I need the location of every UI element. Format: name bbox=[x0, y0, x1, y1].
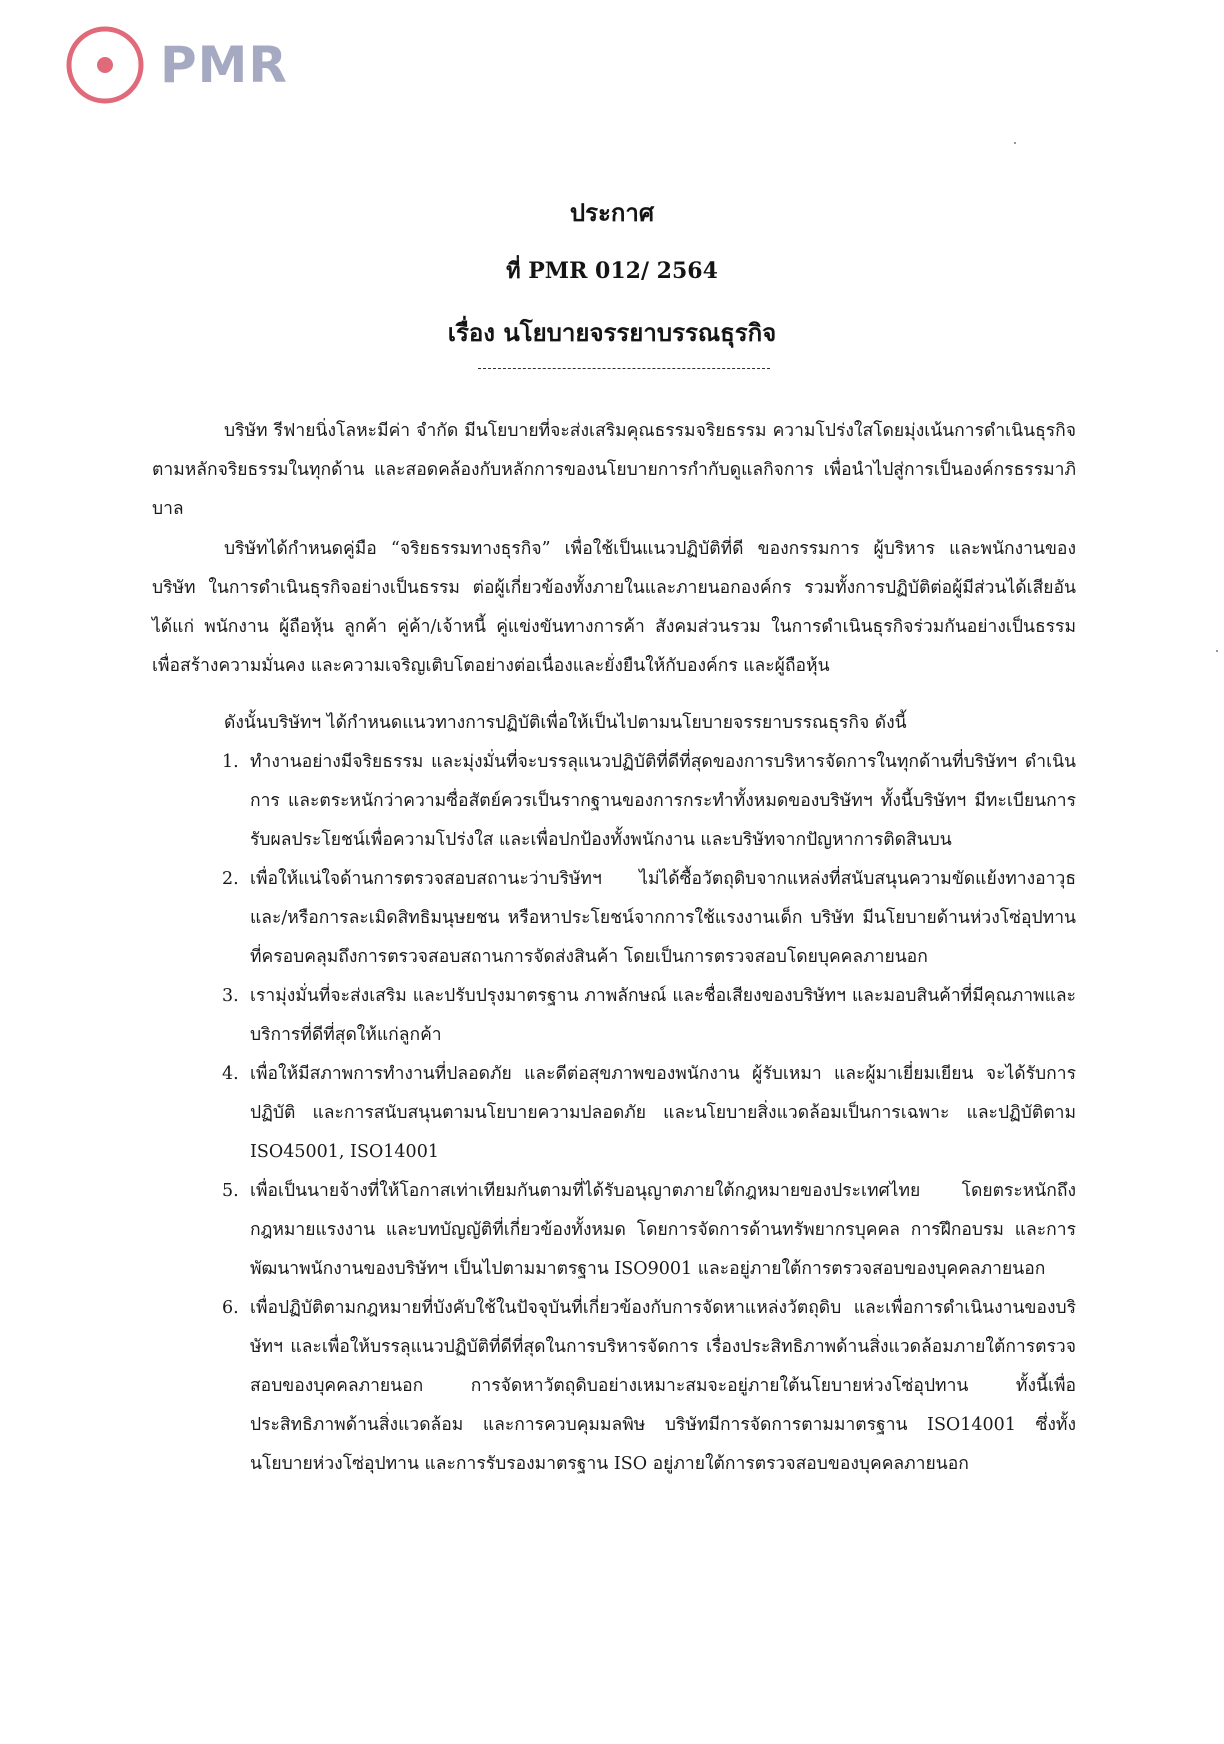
policy-list bbox=[152, 743, 1076, 1484]
policy-item-number: 5. bbox=[222, 1181, 239, 1201]
scan-speck bbox=[1216, 650, 1218, 652]
paragraph-1: บริษัท รีฟายนิ่งโลหะมีค่า จำกัด มีนโยบายที่จะส่งเสริมคุณธรรมจริยธรรม ความโปร่งใสโดยมุ่งเน้นการดำเนินธุรกิจตามหลักจริยธรรมในทุกด้าน และสอดคล้องกับหลักการของนโยบายการกำกับดูแลกิจการ เพื่อนำไปสู่การเป็นองค์กรธรรมาภิบาล bbox=[152, 421, 1076, 519]
header-divider bbox=[478, 368, 770, 369]
policy-item-number: 2. bbox=[222, 869, 239, 889]
policy-item-number: 1. bbox=[222, 752, 239, 772]
logo-text: PMR bbox=[160, 36, 288, 94]
policy-item-text: เรามุ่งมั่นที่จะส่งเสริม และปรับปรุงมาตรฐาน ภาพลักษณ์ และชื่อเสียงของบริษัทฯ และมอบสินค้าที่มีคุณภาพและบริการที่ดีที่สุดให้แก่ลูกค้า bbox=[250, 986, 1076, 1045]
policy-item bbox=[222, 743, 1076, 860]
paragraph-2: บริษัทได้กำหนดคู่มือ “จริยธรรมทางธุรกิจ” เพื่อใช้เป็นแนวปฏิบัติที่ดี ของกรรมการ ผู้บริหาร และพนักงานของบริษัท ในการดำเนินธุรกิจอย่างเป็นธรรม ต่อผู้เกี่ยวข้องทั้งภายในและภายนอกองค์กร รวมทั้งการปฏิบัติต่อผู้มีส่วนได้เสียอันได้แก่ พนักงาน ผู้ถือหุ้น ลูกค้า คู่ค้า/เจ้าหนี้ คู่แข่งขันทางการค้า สังคมส่วนรวม ในการดำเนินธุรกิจร่วมกันอย่างเป็นธรรม เพื่อสร้างความมั่นคง และความเจริญเติบโตอย่างต่อเนื่องและยั่งยืนให้กับองค์กร และผู้ถือหุ้น bbox=[152, 539, 1076, 676]
policy-item bbox=[222, 1055, 1076, 1172]
announcement-number: ที่ PMR 012/ 2564 bbox=[506, 258, 718, 284]
policy-intro: ดังนั้นบริษัทฯ ได้กำหนดแนวทางการปฏิบัติเพื่อให้เป็นไปตามนโยบายจรรยาบรรณธุรกิจ ดังนี้ bbox=[224, 713, 907, 733]
policy-item bbox=[222, 1172, 1076, 1289]
policy-item-text: เพื่อให้แน่ใจด้านการตรวจสอบสถานะว่าบริษัทฯ ไม่ได้ซื้อวัตถุดิบจากแหล่งที่สนับสนุนความขัดแย้งทางอาวุธ และ/หรือการละเมิดสิทธิมนุษยชน หรือหาประโยชน์จากการใช้แรงงานเด็ก บริษัท มีนโยบายด้านห่วงโซ่อุปทานที่ครอบคลุมถึงการตรวจสอบสถานการจัดส่งสินค้า โดยเป็นการตรวจสอบโดยบุคคลภายนอก bbox=[250, 869, 1076, 967]
policy-item-text: เพื่อให้มีสภาพการทำงานที่ปลอดภัย และดีต่อสุขภาพของพนักงาน ผู้รับเหมา และผู้มาเยี่ยมเยียน จะได้รับการปฏิบัติ และการสนับสนุนตามนโยบายความปลอดภัย และนโยบายสิ่งแวดล้อมเป็นการเฉพาะ และปฏิบัติตาม ISO45001, ISO14001 bbox=[250, 1064, 1076, 1162]
policy-list-block bbox=[152, 704, 1076, 1484]
logo-ring-icon bbox=[64, 24, 146, 106]
announcement-title: ประกาศ bbox=[569, 198, 655, 227]
policy-item-number: 6. bbox=[222, 1298, 239, 1318]
policy-item bbox=[222, 1289, 1076, 1484]
announcement-subject: เรื่อง นโยบายจรรยาบรรณธุรกิจ bbox=[447, 318, 777, 347]
company-logo bbox=[64, 30, 288, 100]
policy-item-number: 3. bbox=[222, 986, 239, 1006]
policy-item-text: ทำงานอย่างมีจริยธรรม และมุ่งมั่นที่จะบรรลุแนวปฏิบัติที่ดีที่สุดของการบริหารจัดการในทุกด้านที่บริษัทฯ ดำเนินการ และตระหนักว่าความซื่อสัตย์ควรเป็นรากฐานของการกระทำทั้งหมดของบริษัทฯ ทั้งนี้บริษัทฯ มีทะเบียนการรับผลประโยชน์เพื่อความโปร่งใส และเพื่อปกป้องทั้งพนักงาน และบริษัทจากปัญหาการติดสินบน bbox=[250, 752, 1076, 850]
policy-item-text: เพื่อเป็นนายจ้างที่ให้โอกาสเท่าเทียมกันตามที่ได้รับอนุญาตภายใต้กฎหมายของประเทศไทย โดยตระหนักถึงกฎหมายแรงงาน และบทบัญญัติที่เกี่ยวข้องทั้งหมด โดยการจัดการด้านทรัพยากรบุคคล การฝึกอบรม และการพัฒนาพนักงานของบริษัทฯ เป็นไปตามมาตรฐาน ISO9001 และอยู่ภายใต้การตรวจสอบของบุคคลภายนอก bbox=[250, 1181, 1076, 1279]
policy-item bbox=[222, 860, 1076, 977]
paragraph-2-block bbox=[152, 530, 1076, 686]
policy-item-number: 4. bbox=[222, 1064, 239, 1084]
scan-speck bbox=[1014, 142, 1016, 144]
policy-item bbox=[222, 977, 1076, 1055]
policy-item-text: เพื่อปฏิบัติตามกฎหมายที่บังคับใช้ในปัจจุบันที่เกี่ยวข้องกับการจัดหาแหล่งวัตถุดิบ และเพื่อการดำเนินงานของบริษัทฯ และเพื่อให้บรรลุแนวปฏิบัติที่ดีที่สุดในการบริหารจัดการ เรื่องประสิทธิภาพด้านสิ่งแวดล้อมภายใต้การตรวจสอบของบุคคลภายนอก การจัดหาวัตถุดิบอย่างเหมาะสมจะอยู่ภายใต้นโยบายห่วงโซ่อุปทาน ทั้งนี้เพื่อประสิทธิภาพด้านสิ่งแวดล้อม และการควบคุมมลพิษ บริษัทมีการจัดการตามมาตรฐาน ISO14001 ซึ่งทั้งนโยบายห่วงโซ่อุปทาน และการรับรองมาตรฐาน ISO อยู่ภายใต้การตรวจสอบของบุคคลภายนอก bbox=[250, 1298, 1076, 1474]
paragraph-1-block bbox=[152, 412, 1076, 529]
